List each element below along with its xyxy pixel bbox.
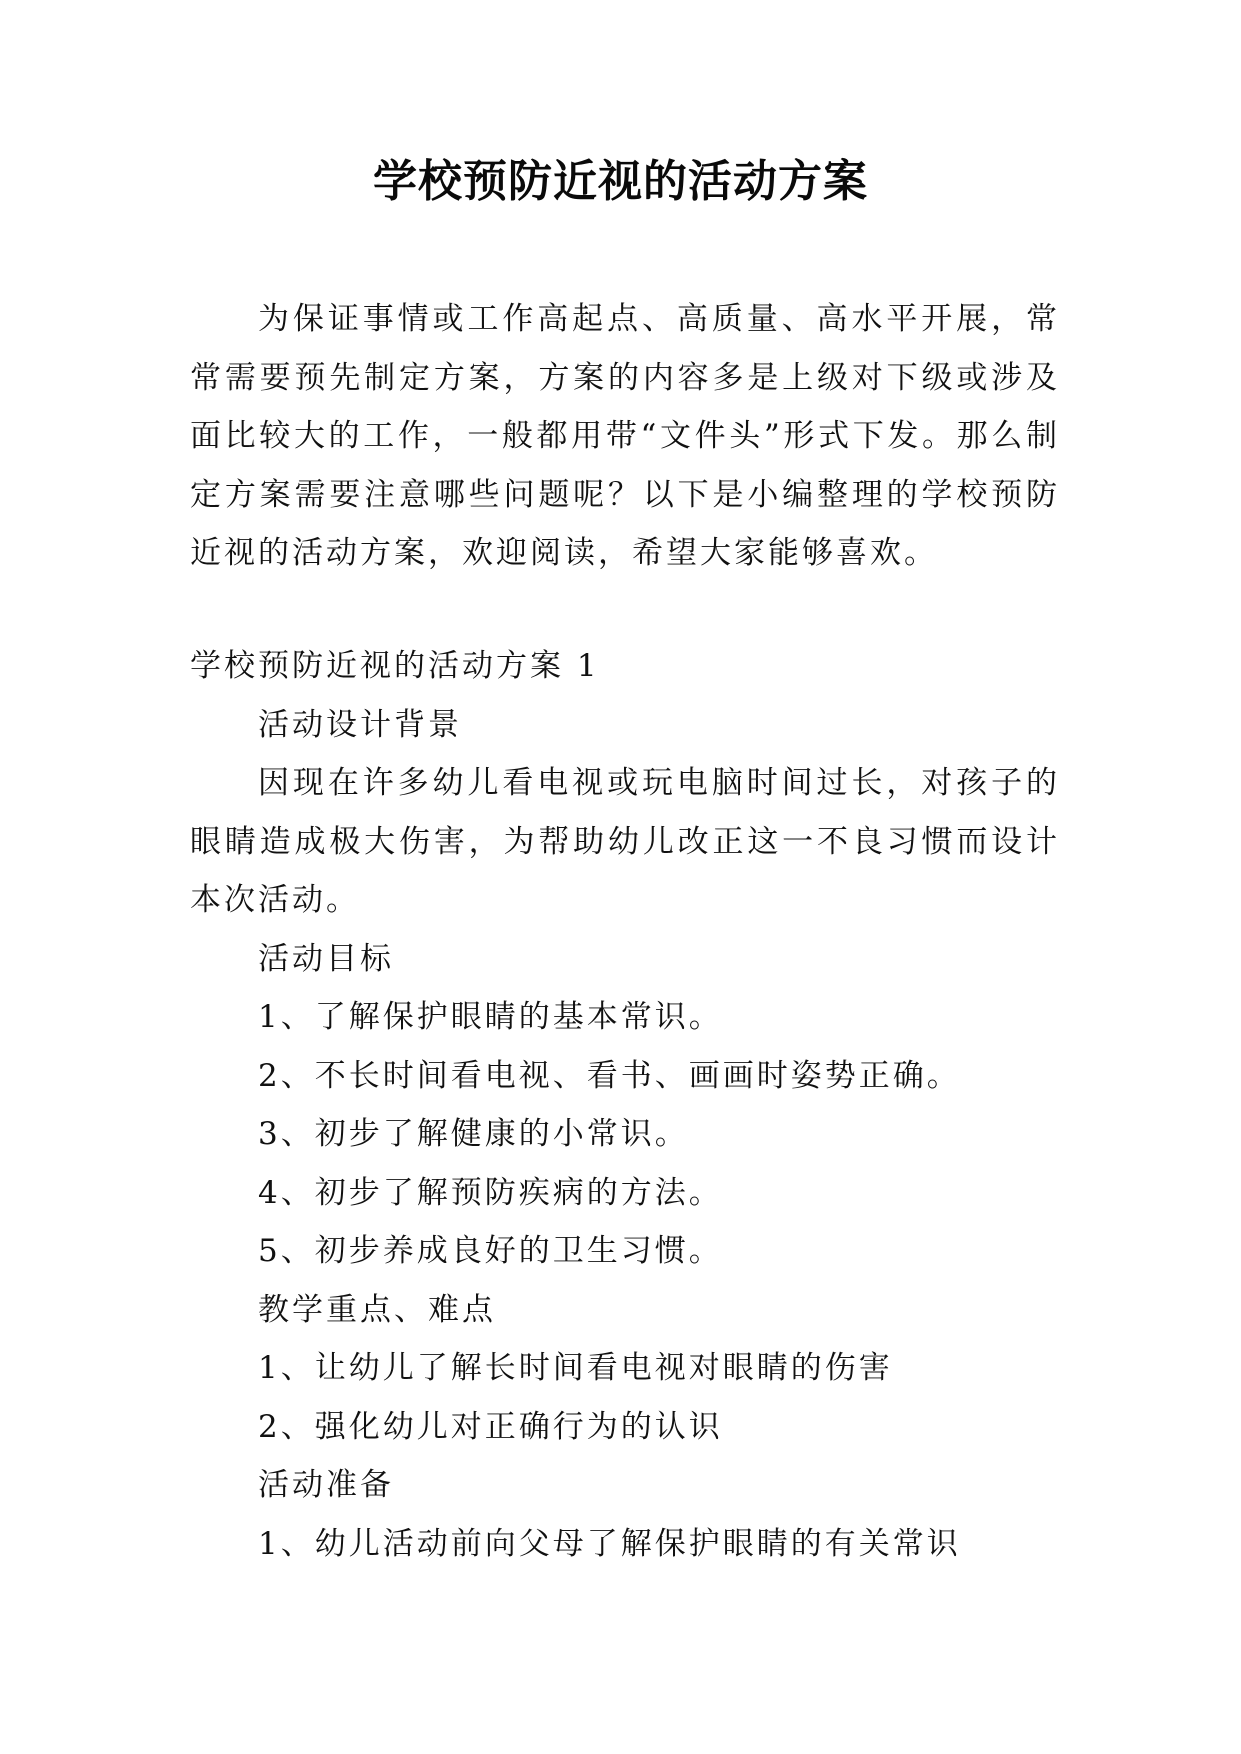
document-title: 学校预防近视的活动方案 xyxy=(373,156,868,207)
section-1 xyxy=(190,637,1060,1573)
focus-item: 1、让幼儿了解长时间看电视对眼睛的伤害 xyxy=(258,1350,893,1386)
prep-item: 1、幼儿活动前向父母了解保护眼睛的有关常识 xyxy=(258,1525,961,1562)
background-heading: 活动设计背景 xyxy=(258,706,462,743)
goal-item: 5、初步养成良好的卫生习惯。 xyxy=(258,1233,723,1269)
focus-heading: 教学重点、难点 xyxy=(258,1291,496,1328)
focus-item: 2、强化幼儿对正确行为的认识 xyxy=(258,1408,723,1445)
prep-heading: 活动准备 xyxy=(258,1467,394,1503)
goal-item: 4、初步了解预防疾病的方法。 xyxy=(258,1174,723,1211)
goal-item: 3、初步了解健康的小常识。 xyxy=(258,1116,689,1152)
section-title: 学校预防近视的活动方案 1 xyxy=(190,648,600,684)
goal-item: 2、不长时间看电视、看书、画画时姿势正确。 xyxy=(258,1057,961,1094)
background-paragraph: 因现在许多幼儿看电视或玩电脑时间过长，对孩子的眼睛造成极大伤害，为帮助幼儿改正这一不良习惯而设计本次活动。 xyxy=(190,765,1060,918)
goals-heading: 活动目标 xyxy=(258,940,394,977)
intro-paragraph: 为保证事情或工作高起点、高质量、高水平开展，常常需要预先制定方案，方案的内容多是上级对下级或涉及面比较大的工作，一般都用带“文件头”形式下发。那么制定方案需要注意哪些问题呢？以下是小编整理的学校预防近视的活动方案，欢迎阅读，希望大家能够喜欢。 xyxy=(190,301,1060,571)
goal-item: 1、了解保护眼睛的基本常识。 xyxy=(258,999,723,1035)
